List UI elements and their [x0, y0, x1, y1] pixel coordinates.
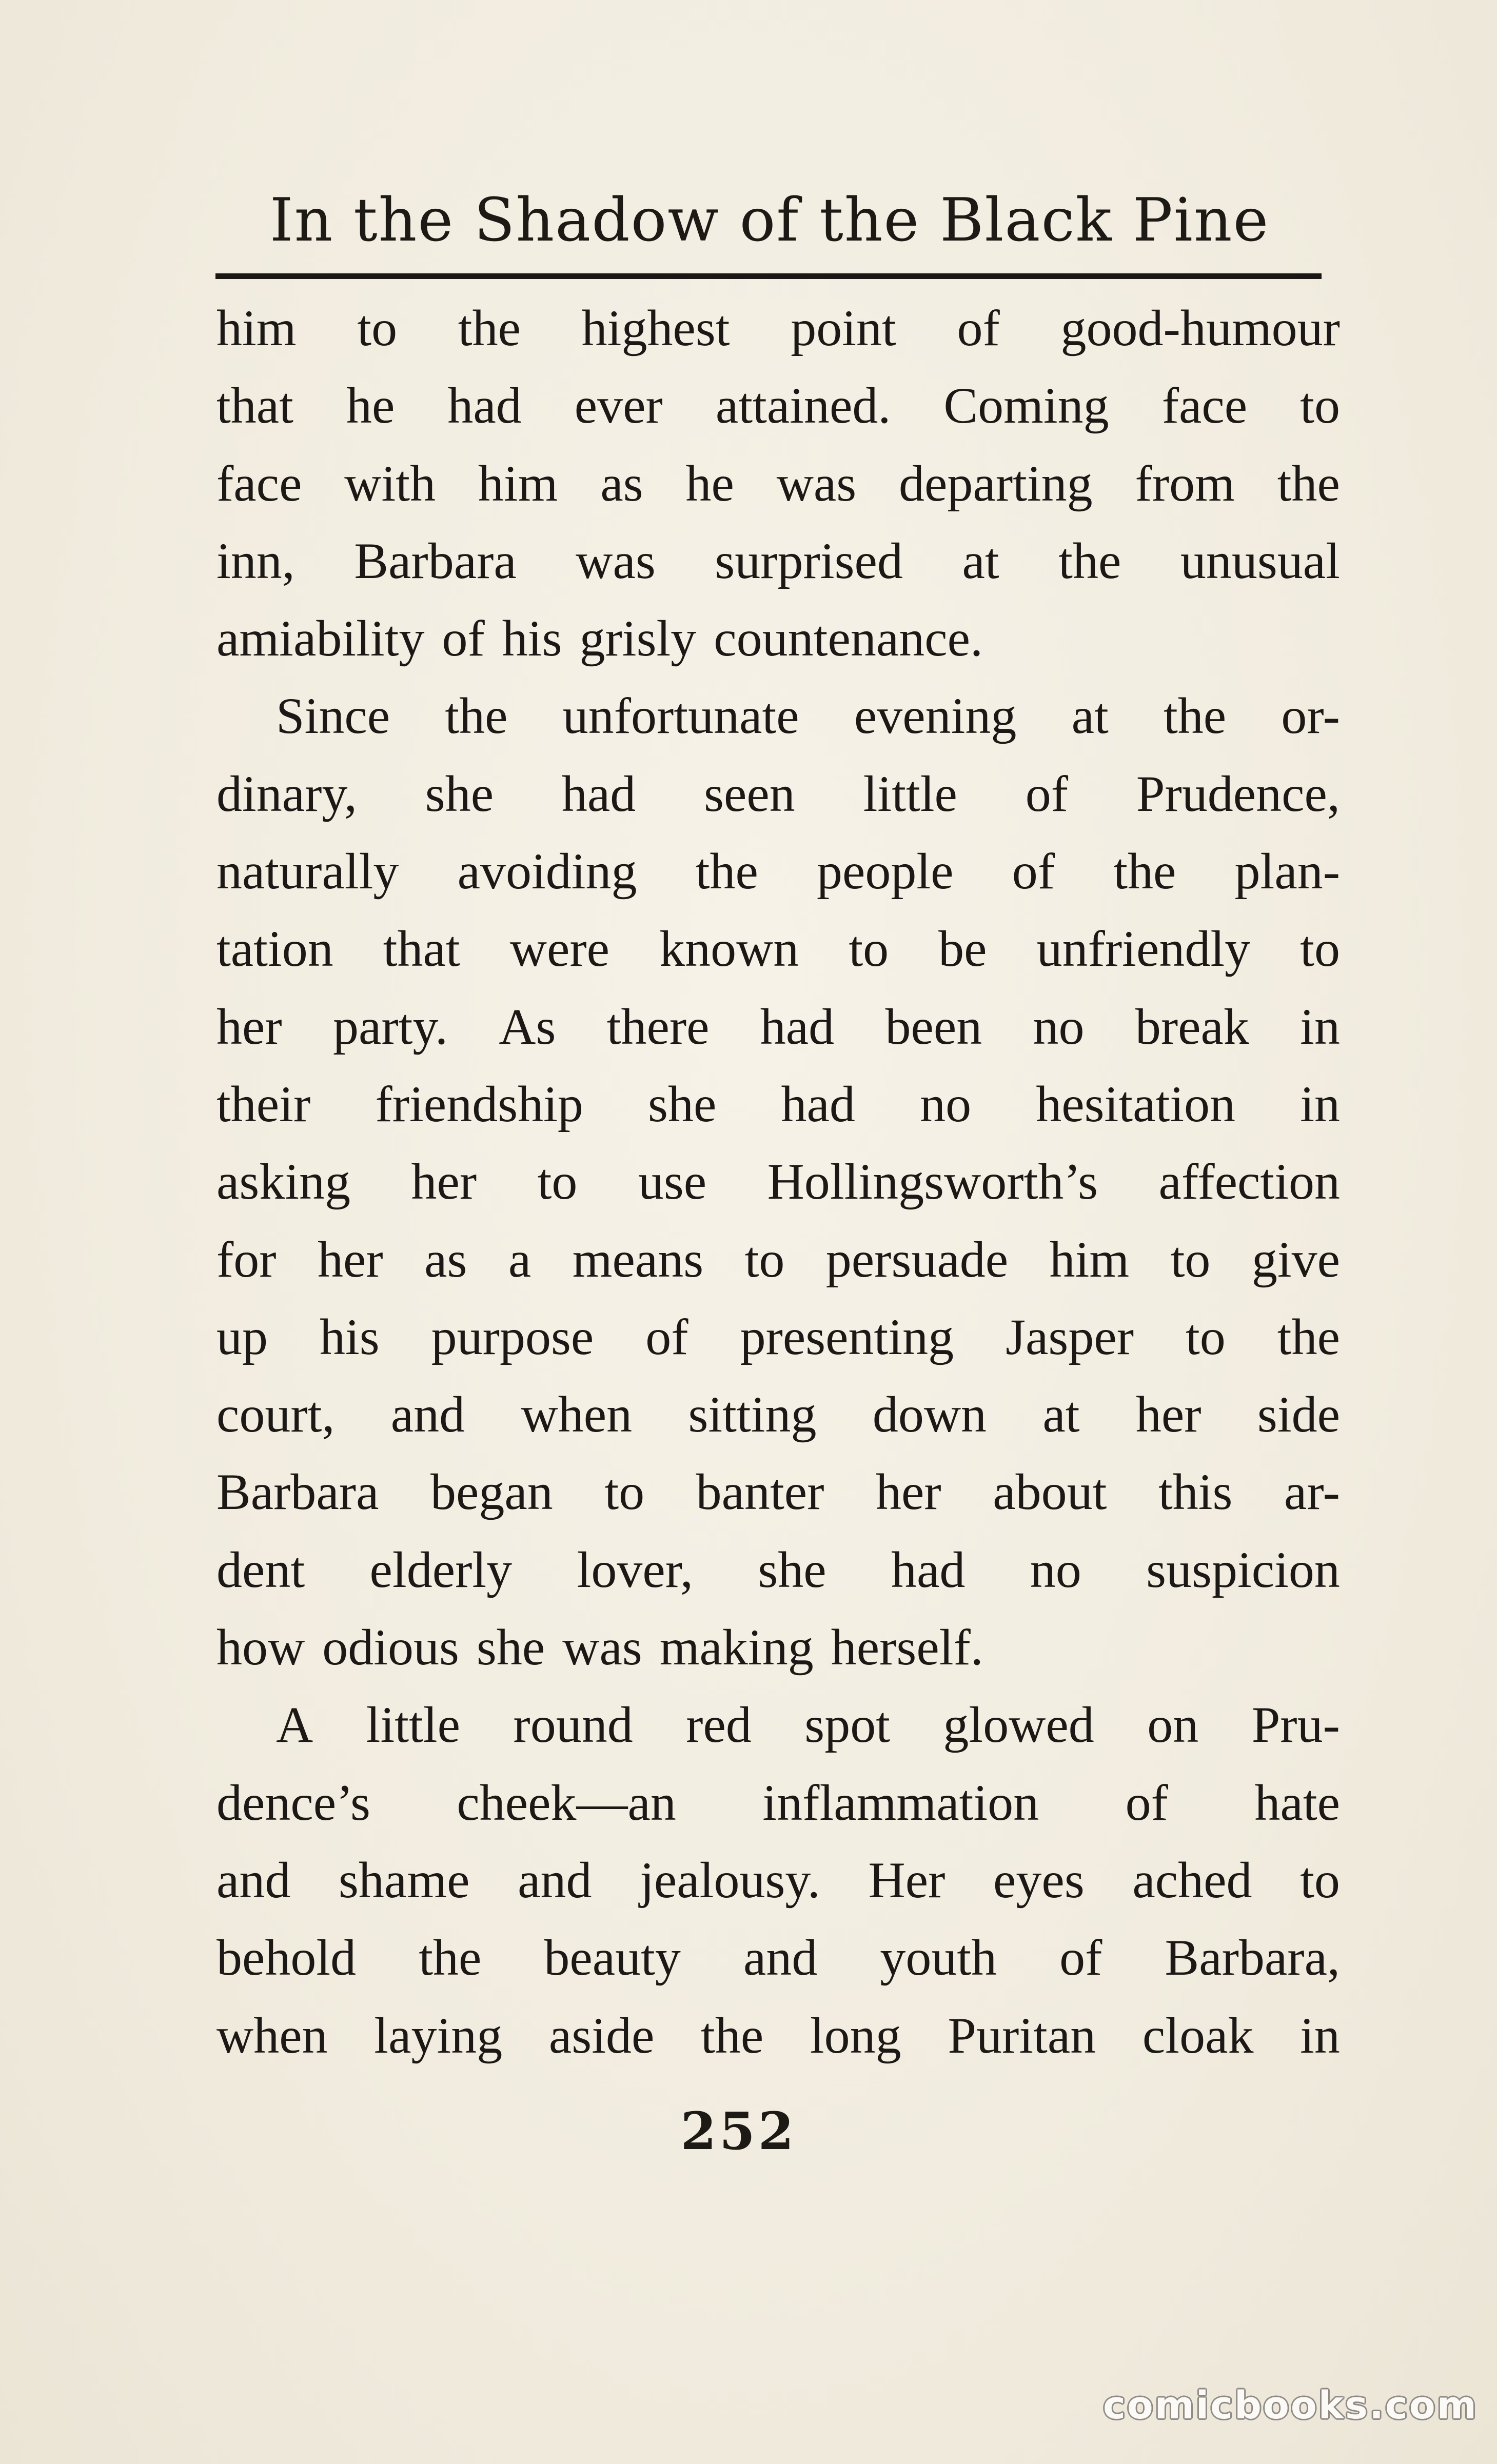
word: of: [645, 1308, 688, 1365]
word: of: [442, 610, 485, 667]
word: beauty: [544, 1929, 681, 1986]
word: Pru-: [1251, 1696, 1340, 1754]
word: as: [424, 1230, 467, 1288]
word: this: [1158, 1463, 1233, 1521]
word: aside: [548, 2006, 655, 2064]
text-line: [216, 832, 1340, 910]
body-text: [216, 289, 1340, 2074]
word: ever: [574, 377, 663, 434]
word: when: [216, 2006, 328, 2064]
word: As: [499, 998, 556, 1055]
word: persuade: [825, 1230, 1009, 1288]
word: naturally: [216, 843, 399, 900]
word: ached: [1132, 1851, 1252, 1909]
word: unfortunate: [562, 687, 799, 745]
word: began: [430, 1463, 553, 1521]
word: Her: [868, 1851, 946, 1909]
text-line: [216, 1841, 1340, 1919]
word: the: [1113, 843, 1176, 900]
word: attained.: [715, 377, 891, 434]
word: departing: [899, 454, 1093, 512]
word: had: [891, 1541, 966, 1598]
word: up: [216, 1308, 268, 1365]
word: to: [537, 1153, 578, 1210]
word: break: [1135, 998, 1249, 1055]
word: face: [216, 454, 302, 512]
word: Since: [276, 687, 390, 745]
word: had: [781, 1075, 855, 1132]
word: Jasper: [1006, 1308, 1134, 1365]
word: laying: [374, 2006, 503, 2064]
word: Barbara: [354, 532, 517, 589]
text-line: [216, 1686, 1340, 1763]
word: on: [1147, 1696, 1199, 1754]
text-line: [216, 1065, 1340, 1143]
word: been: [885, 998, 982, 1055]
word: Barbara,: [1165, 1929, 1340, 1986]
word: he: [346, 377, 395, 434]
word: dinary,: [216, 765, 357, 822]
paragraph: [216, 289, 1340, 677]
word: sitting: [688, 1386, 817, 1443]
word: cheek—an: [457, 1774, 676, 1831]
text-line: [216, 1143, 1340, 1220]
word: to: [1300, 920, 1340, 978]
word: odious: [322, 1619, 459, 1676]
word: that: [383, 920, 460, 978]
word: seen: [704, 765, 795, 822]
word: her: [411, 1153, 477, 1210]
word: people: [817, 843, 954, 900]
word: and: [518, 1851, 592, 1909]
word: glowed: [943, 1696, 1094, 1754]
word: the: [1277, 454, 1340, 512]
word: she: [758, 1541, 826, 1598]
word: youth: [880, 1929, 997, 1986]
word: had: [447, 377, 522, 434]
word: as: [600, 454, 643, 512]
word: the: [1163, 687, 1227, 745]
word: his: [319, 1308, 380, 1365]
word: lover,: [577, 1541, 693, 1598]
word: hate: [1254, 1774, 1340, 1831]
word: herself.: [831, 1619, 983, 1676]
word: with: [344, 454, 436, 512]
word: had: [760, 998, 835, 1055]
word: the: [695, 843, 758, 900]
word: Puritan: [948, 2006, 1096, 2064]
word: to: [744, 1230, 785, 1288]
word: of: [1012, 843, 1055, 900]
text-line: [216, 1376, 1340, 1453]
word: to: [604, 1463, 645, 1521]
word: suspicion: [1146, 1541, 1340, 1598]
word: Coming: [943, 377, 1109, 434]
word: court,: [216, 1386, 335, 1443]
word: of: [1125, 1774, 1168, 1831]
word: or-: [1281, 687, 1340, 745]
word: her: [318, 1230, 383, 1288]
word: for: [216, 1230, 277, 1288]
word: purpose: [431, 1308, 594, 1365]
word: to: [849, 920, 889, 978]
word: cloak: [1142, 2006, 1254, 2064]
word: were: [509, 920, 610, 978]
word: at: [1071, 687, 1109, 745]
word: affection: [1158, 1153, 1340, 1210]
word: give: [1251, 1230, 1340, 1288]
word: the: [701, 2006, 764, 2064]
word: banter: [696, 1463, 824, 1521]
word: the: [458, 300, 521, 356]
text-line: [216, 600, 1340, 677]
word: hesitation: [1036, 1075, 1236, 1132]
word: unfriendly: [1036, 920, 1251, 978]
word: she: [476, 1619, 545, 1676]
word: in: [1300, 1075, 1340, 1132]
word: there: [606, 998, 710, 1055]
word: the: [445, 687, 508, 745]
word: him: [216, 300, 297, 356]
word: be: [938, 920, 987, 978]
word: spot: [804, 1696, 890, 1754]
word: A: [276, 1696, 313, 1754]
word: shame: [339, 1851, 470, 1909]
word: her: [876, 1463, 941, 1521]
word: her: [1135, 1386, 1201, 1443]
text-line: [216, 1997, 1340, 2074]
word: about: [993, 1463, 1107, 1521]
word: a: [508, 1230, 531, 1288]
word: surprised: [715, 532, 903, 589]
page-number: 252: [680, 2101, 797, 2161]
word: to: [1300, 1851, 1340, 1909]
word: from: [1135, 454, 1235, 512]
word: the: [419, 1929, 482, 1986]
text-line: [216, 1764, 1340, 1841]
word: face: [1161, 377, 1248, 434]
word: friendship: [375, 1075, 583, 1132]
word: she: [425, 765, 494, 822]
word: known: [659, 920, 799, 978]
running-head-title: In the Shadow of the Black Pine: [269, 186, 1270, 255]
word: in: [1300, 998, 1340, 1055]
word: good-humour: [1060, 300, 1340, 356]
word: to: [1170, 1230, 1211, 1288]
word: countenance.: [714, 610, 983, 667]
text-line: [216, 910, 1340, 987]
word: that: [216, 377, 293, 434]
word: grisly: [579, 610, 697, 667]
word: red: [686, 1696, 752, 1754]
word: of: [957, 300, 1000, 356]
word: party.: [332, 998, 448, 1055]
text-line: [216, 677, 1340, 754]
word: tation: [216, 920, 333, 978]
word: behold: [216, 1929, 357, 1986]
word: and: [216, 1851, 291, 1909]
word: and: [743, 1929, 818, 1986]
word: in: [1300, 2006, 1340, 2064]
word: dent: [216, 1541, 305, 1598]
word: no: [1033, 998, 1085, 1055]
word: amiability: [216, 610, 425, 667]
word: means: [572, 1230, 704, 1288]
word: was: [776, 454, 857, 512]
word: to: [357, 300, 398, 356]
word: asking: [216, 1153, 351, 1210]
word: at: [1042, 1386, 1080, 1443]
word: at: [962, 532, 999, 589]
word: point: [791, 300, 896, 356]
word: presenting: [740, 1308, 954, 1365]
word: elderly: [369, 1541, 513, 1598]
word: avoiding: [457, 843, 637, 900]
word: plan-: [1234, 843, 1340, 900]
text-line: [216, 367, 1340, 444]
word: he: [685, 454, 734, 512]
header-rule: [215, 273, 1322, 279]
text-line: [216, 1608, 1340, 1686]
word: him: [478, 454, 558, 512]
word: was: [576, 532, 656, 589]
word: had: [561, 765, 636, 822]
word: Prudence,: [1136, 765, 1340, 822]
word: dence’s: [216, 1774, 370, 1831]
text-line: [216, 1453, 1340, 1531]
word: side: [1257, 1386, 1340, 1443]
word: inflammation: [762, 1774, 1039, 1831]
word: the: [1277, 1308, 1340, 1365]
word: eyes: [993, 1851, 1085, 1909]
word: highest: [581, 300, 730, 356]
word: unusual: [1180, 532, 1340, 589]
word: of: [1025, 765, 1069, 822]
word: she: [648, 1075, 717, 1132]
paragraph: [216, 1686, 1340, 2074]
word: when: [521, 1386, 633, 1443]
word: jealousy.: [640, 1851, 820, 1909]
word: was: [562, 1619, 642, 1676]
word: his: [502, 610, 562, 667]
word: inn,: [216, 532, 295, 589]
text-line: [216, 445, 1340, 522]
word: ar-: [1284, 1463, 1340, 1521]
word: little: [366, 1696, 460, 1754]
word: down: [872, 1386, 987, 1443]
word: to: [1300, 377, 1340, 434]
text-line: [216, 988, 1340, 1065]
word: no: [1030, 1541, 1081, 1598]
word: him: [1049, 1230, 1130, 1288]
word: to: [1186, 1308, 1226, 1365]
watermark: comicbooks.com: [1103, 2383, 1478, 2428]
word: their: [216, 1075, 311, 1132]
word: making: [659, 1619, 814, 1676]
word: little: [863, 765, 957, 822]
text-line: [216, 1531, 1340, 1608]
word: no: [920, 1075, 972, 1132]
word: her: [216, 998, 282, 1055]
text-line: [216, 1919, 1340, 1996]
word: the: [1058, 532, 1121, 589]
word: Hollingsworth’s: [767, 1153, 1098, 1210]
word: of: [1059, 1929, 1102, 1986]
word: round: [513, 1696, 633, 1754]
paragraph: [216, 677, 1340, 1686]
text-line: [216, 1298, 1340, 1376]
word: how: [216, 1619, 305, 1676]
word: evening: [854, 687, 1017, 745]
word: Barbara: [216, 1463, 379, 1521]
word: and: [390, 1386, 465, 1443]
text-line: [216, 755, 1340, 832]
word: long: [810, 2006, 901, 2064]
text-line: [216, 522, 1340, 600]
word: use: [638, 1153, 707, 1210]
text-line: [216, 289, 1340, 367]
text-line: [216, 1221, 1340, 1298]
